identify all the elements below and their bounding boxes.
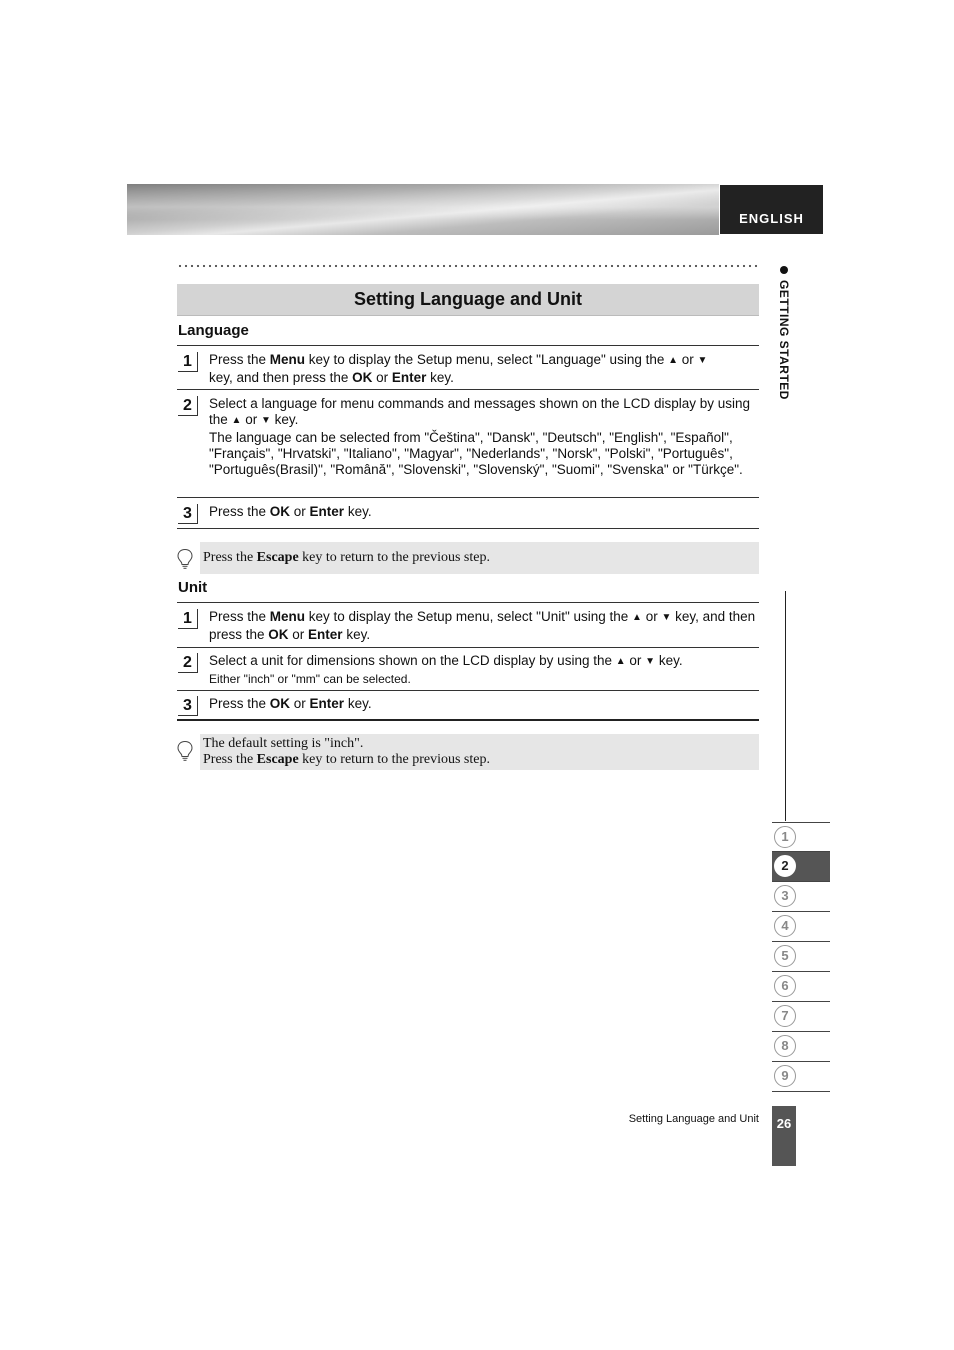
divider	[177, 389, 759, 390]
divider	[177, 497, 759, 498]
chapter-number: 5	[774, 945, 796, 967]
chapter-number: 1	[774, 826, 796, 848]
chapter-tab-3[interactable]	[772, 882, 830, 912]
section-side-label: GETTING STARTED	[777, 280, 791, 400]
step-number: 1	[178, 609, 198, 629]
up-arrow-icon: ▲	[632, 612, 642, 623]
up-arrow-icon: ▲	[668, 355, 679, 366]
chapter-tab-2[interactable]	[772, 852, 830, 882]
language-heading: Language	[178, 322, 249, 339]
chapter-number: 2	[774, 855, 796, 877]
divider	[177, 690, 759, 691]
up-arrow-icon: ▲	[615, 656, 626, 667]
step-number: 3	[178, 696, 198, 716]
chapter-number: 3	[774, 885, 796, 907]
page-number: 26	[772, 1106, 796, 1166]
unit-step-3: Press the OK or Enter key.	[209, 696, 372, 711]
language-tab: ENGLISH	[720, 185, 823, 234]
divider	[177, 647, 759, 648]
chapter-number: 7	[774, 1005, 796, 1027]
header-banner-highlight	[127, 184, 719, 235]
unit-step-1: Press the Menu key to display the Setup menu, select "Unit" using the ▲ or ▼ key, and then press the OK or Enter key.	[209, 609, 756, 642]
language-step-1: Press the Menu key to display the Setup menu, select "Language" using the ▲ or ▼ key, and then press the OK or Enter key.	[209, 352, 708, 385]
down-arrow-icon: ▼	[645, 656, 656, 667]
down-arrow-icon: ▼	[661, 612, 672, 623]
chapter-tab-5[interactable]	[772, 942, 830, 972]
chapter-tab-8[interactable]	[772, 1032, 830, 1062]
side-divider	[785, 591, 786, 821]
note-escape: Press the Escape key to return to the previous step.	[200, 542, 759, 574]
divider	[177, 528, 759, 529]
step-number: 1	[178, 352, 198, 372]
step-number: 3	[178, 504, 198, 524]
down-arrow-icon: ▼	[697, 355, 708, 366]
chapter-tab-1[interactable]	[772, 822, 830, 852]
dotted-rule	[177, 264, 759, 268]
chapter-tab-4[interactable]	[772, 912, 830, 942]
chapter-tab-6[interactable]	[772, 972, 830, 1002]
chapter-number: 6	[774, 975, 796, 997]
up-arrow-icon: ▲	[231, 415, 242, 426]
lightbulb-icon	[176, 548, 194, 570]
chapter-tab-9[interactable]	[772, 1062, 830, 1092]
page-title: Setting Language and Unit	[177, 284, 759, 316]
unit-heading: Unit	[178, 579, 208, 596]
note-default-setting: The default setting is "inch". Press the Escape key to return to the previous step.	[200, 734, 759, 770]
step-number: 2	[178, 653, 198, 673]
chapter-number: 9	[774, 1065, 796, 1087]
down-arrow-icon: ▼	[260, 415, 271, 426]
language-options: The language can be selected from "Čeština", "Dansk", "Deutsch", "English", "Español", "Français", "Hrvatski", "Italiano", "Magyar", "Nederlands", "Norsk", "Polski", "Português", "Português(Brasil)", "Română", "Slovenski", "Slovenský", "Suomi", "Svenska" or "Türkçe".	[209, 430, 743, 477]
unit-options: Either "inch" or "mm" can be selected.	[209, 672, 411, 686]
chapter-number: 8	[774, 1035, 796, 1057]
divider	[177, 602, 759, 603]
language-step-2: Select a language for menu commands and messages shown on the LCD display by using the ▲ or ▼ key. The language can be selected from "Čeština", "Dansk", "Deutsch", "English", "Español", "Français", "Hrvatski", "Italiano", "Magyar", "Nederlands", "Norsk", "Polski", "Português", "Português(Brasil)", "Română", "Slovenski", "Slovenský", "Suomi", "Svenska" or "Türkçe".	[209, 396, 751, 477]
divider	[177, 719, 759, 721]
language-step-3: Press the OK or Enter key.	[209, 504, 372, 519]
bullet-icon	[780, 266, 788, 274]
unit-step-2: Select a unit for dimensions shown on the LCD display by using the ▲ or ▼ key. Either "inch" or "mm" can be selected.	[209, 653, 683, 686]
chapter-number: 4	[774, 915, 796, 937]
footer-title: Setting Language and Unit	[628, 1113, 759, 1125]
lightbulb-icon	[176, 740, 194, 762]
divider	[177, 345, 759, 346]
step-number: 2	[178, 396, 198, 416]
chapter-tab-7[interactable]	[772, 1002, 830, 1032]
